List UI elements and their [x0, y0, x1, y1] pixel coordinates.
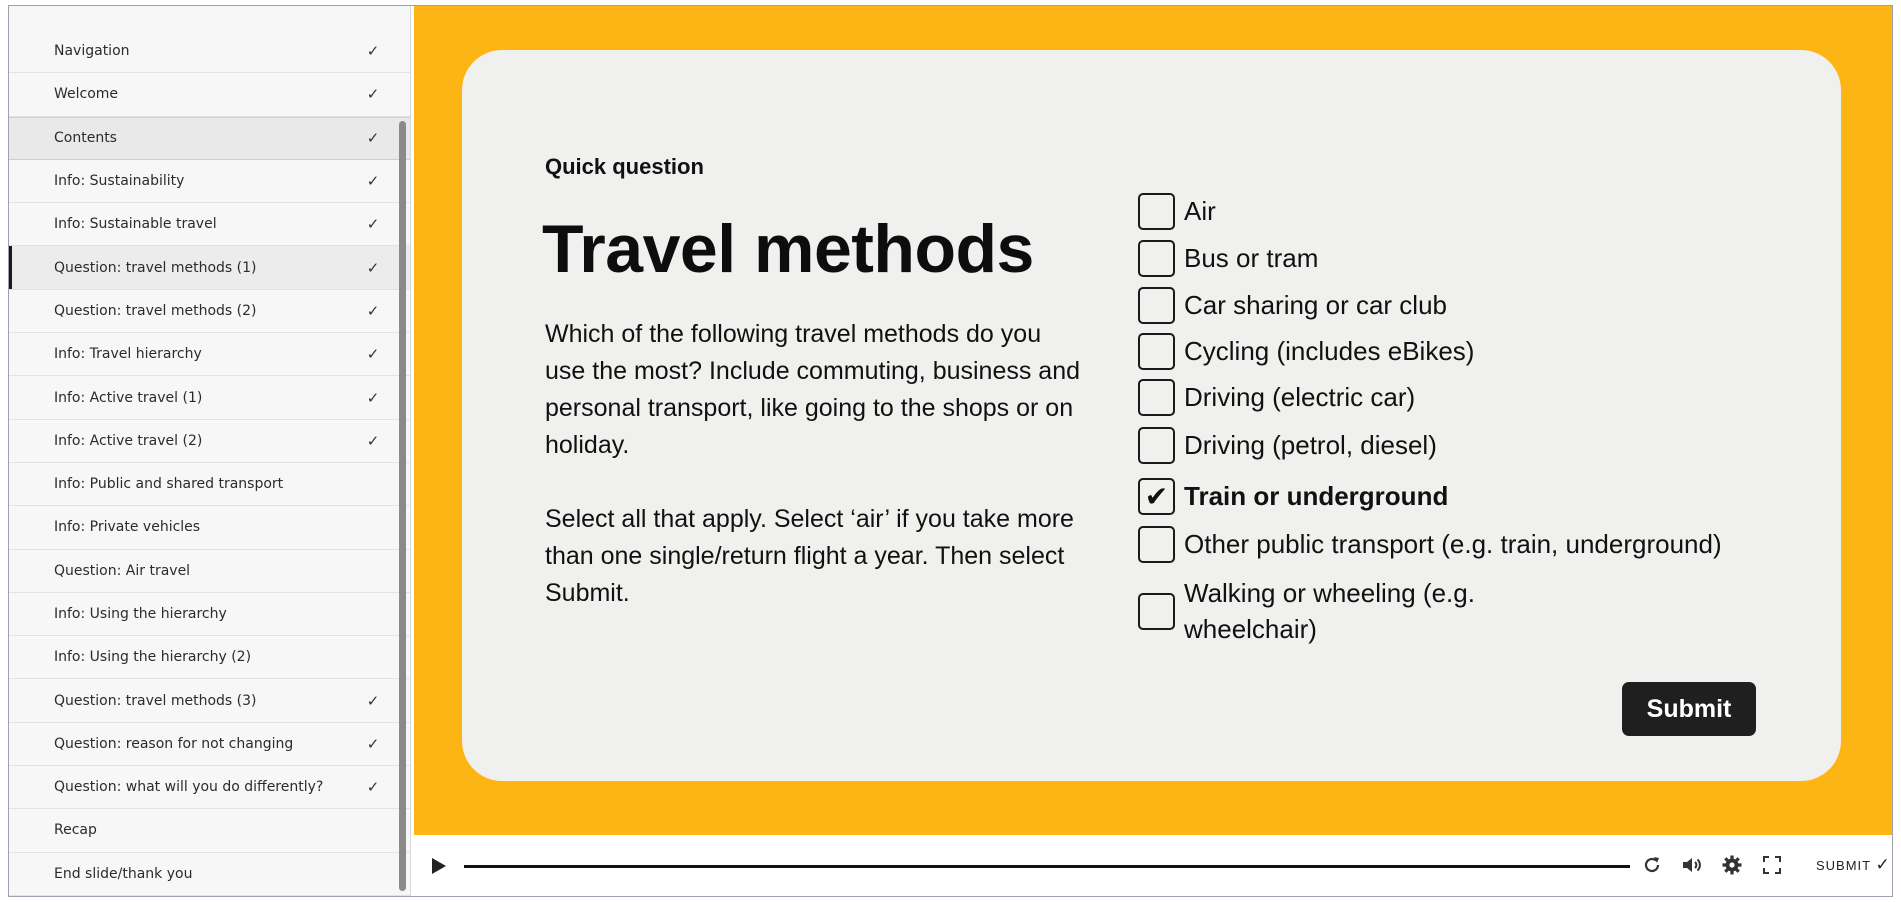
check-icon: ✓: [1875, 855, 1891, 874]
sidebar-item-question-travel-methods-2[interactable]: [9, 290, 410, 333]
sidebar-item-label: Question: what will you do differently?: [54, 779, 324, 796]
check-icon: ✔: [1144, 480, 1169, 512]
sidebar-item-question-travel-methods-1[interactable]: [9, 246, 410, 289]
sidebar-item-welcome[interactable]: [9, 73, 410, 116]
checkbox[interactable]: [1138, 193, 1175, 230]
sidebar-scrollbar[interactable]: [399, 121, 406, 891]
sidebar-item-info-public-shared-transport[interactable]: [9, 463, 410, 506]
sidebar-item-label: Info: Using the hierarchy: [54, 606, 227, 622]
sidebar-item-label: Question: travel methods (3): [54, 692, 257, 709]
sidebar-item-question-reason-not-changing[interactable]: [9, 723, 410, 766]
question-card: [462, 50, 1841, 781]
sidebar-item-label: Info: Active travel (1): [54, 389, 203, 406]
checkbox[interactable]: [1138, 526, 1175, 563]
sidebar-item-label: Recap: [54, 822, 97, 839]
sidebar-item-info-active-travel-2[interactable]: [9, 420, 410, 463]
sidebar-menu: [9, 6, 411, 896]
option-bus-or-tram[interactable]: [1138, 240, 1318, 277]
sidebar-item-contents[interactable]: [9, 117, 410, 160]
check-icon: ✓: [366, 301, 380, 320]
slide-stage: [414, 6, 1892, 835]
submit-button[interactable]: Submit: [1622, 682, 1756, 736]
sidebar-item-info-using-hierarchy-2[interactable]: [9, 636, 410, 679]
check-icon: ✓: [366, 734, 380, 753]
option-label: Walking or wheeling (e.g. wheelchair): [1184, 578, 1475, 644]
checkbox[interactable]: [1138, 287, 1175, 324]
sidebar-item-info-sustainability[interactable]: [9, 160, 410, 203]
seek-bar[interactable]: [464, 865, 1630, 868]
sidebar-item-label: Info: Sustainable travel: [54, 216, 217, 233]
checkbox[interactable]: [1138, 333, 1175, 370]
sidebar-item-info-active-travel-1[interactable]: [9, 376, 410, 419]
sidebar-item-info-private-vehicles[interactable]: [9, 506, 410, 549]
check-icon: ✓: [366, 129, 380, 148]
option-label: Car sharing or car club: [1184, 290, 1447, 320]
check-icon: ✓: [366, 345, 380, 364]
sidebar-item-label: Info: Active travel (2): [54, 432, 203, 449]
sidebar-item-label: Question: Air travel: [54, 562, 191, 579]
check-icon: ✓: [366, 215, 380, 234]
play-icon[interactable]: [430, 856, 448, 876]
option-air[interactable]: [1138, 193, 1216, 230]
check-icon: ✓: [366, 431, 380, 450]
sidebar-item-end-slide[interactable]: [9, 853, 410, 896]
check-icon: ✓: [366, 172, 380, 191]
option-train-or-underground[interactable]: [1138, 478, 1448, 515]
player-submit-link[interactable]: [1816, 855, 1891, 875]
option-label: Driving (petrol, diesel): [1184, 430, 1437, 460]
sidebar-item-label: Question: travel methods (1): [54, 259, 257, 276]
fullscreen-icon[interactable]: [1760, 853, 1784, 877]
sidebar-item-label: Question: reason for not changing: [54, 735, 294, 752]
sidebar-list: [9, 6, 410, 896]
checkbox[interactable]: [1138, 427, 1175, 464]
option-label: Air: [1184, 196, 1216, 226]
sidebar-item-question-air-travel[interactable]: [9, 550, 410, 593]
player-controls: [414, 835, 1892, 896]
player-submit-label: SUBMIT: [1816, 858, 1871, 873]
option-label: Train or underground: [1184, 481, 1449, 511]
option-label: Cycling (includes eBikes): [1184, 336, 1475, 366]
question-instructions: [545, 316, 1085, 649]
check-icon: ✓: [366, 258, 380, 277]
option-label: Other public transport (e.g. train, underground): [1184, 529, 1722, 559]
checkbox[interactable]: [1138, 478, 1175, 515]
check-icon: ✓: [366, 388, 380, 407]
option-other-public-transport[interactable]: [1138, 526, 1722, 563]
sidebar-item-label: Question: travel methods (2): [54, 302, 257, 319]
check-icon: ✓: [366, 85, 380, 104]
slide-title: Travel methods: [542, 211, 1034, 287]
sidebar-item-label: End slide/thank you: [54, 865, 193, 882]
course-player-window: [8, 5, 1893, 897]
check-icon: ✓: [366, 778, 380, 797]
sidebar-item-label: Info: Sustainability: [54, 173, 185, 190]
sidebar-item-info-sustainable-travel[interactable]: [9, 203, 410, 246]
sidebar-item-label: Navigation: [54, 43, 130, 60]
option-walking-or-wheeling[interactable]: [1138, 575, 1514, 647]
option-driving-electric[interactable]: [1138, 379, 1415, 416]
sidebar-item-label: Welcome: [54, 86, 119, 103]
settings-gear-icon[interactable]: [1720, 853, 1744, 877]
question-text: Which of the following travel methods do you use the most? Include commuting, business and personal transport, like going to the shops or on holiday.: [545, 320, 1081, 459]
sidebar-item-question-travel-methods-3[interactable]: [9, 679, 410, 722]
option-label: Bus or tram: [1184, 243, 1319, 273]
sidebar-item-label: Info: Private vehicles: [54, 519, 201, 536]
sidebar-item-label: Info: Public and shared transport: [54, 476, 284, 493]
option-label: Driving (electric car): [1184, 382, 1416, 412]
sidebar-item-label: Info: Travel hierarchy: [54, 346, 202, 363]
volume-icon[interactable]: [1680, 853, 1704, 877]
option-driving-petrol[interactable]: [1138, 427, 1437, 464]
selection-instructions: Select all that apply. Select ‘air’ if you take more than one single/return flight a year. Then select Submit.: [545, 505, 1074, 607]
check-icon: ✓: [366, 42, 380, 61]
checkbox[interactable]: [1138, 593, 1175, 630]
checkbox[interactable]: [1138, 379, 1175, 416]
eyebrow-label: Quick question: [545, 154, 704, 179]
checkbox[interactable]: [1138, 240, 1175, 277]
option-car-sharing[interactable]: [1138, 287, 1447, 324]
check-icon: ✓: [366, 691, 380, 710]
sidebar-item-navigation[interactable]: [9, 30, 410, 73]
sidebar-item-label: Info: Using the hierarchy (2): [54, 649, 252, 666]
sidebar-item-label: Contents: [54, 130, 117, 147]
replay-icon[interactable]: [1640, 853, 1664, 877]
sidebar-item-info-using-hierarchy[interactable]: [9, 593, 410, 636]
option-cycling[interactable]: [1138, 333, 1474, 370]
sidebar-item-question-do-differently[interactable]: [9, 766, 410, 809]
sidebar-item-recap[interactable]: [9, 809, 410, 852]
sidebar-item-info-travel-hierarchy[interactable]: [9, 333, 410, 376]
